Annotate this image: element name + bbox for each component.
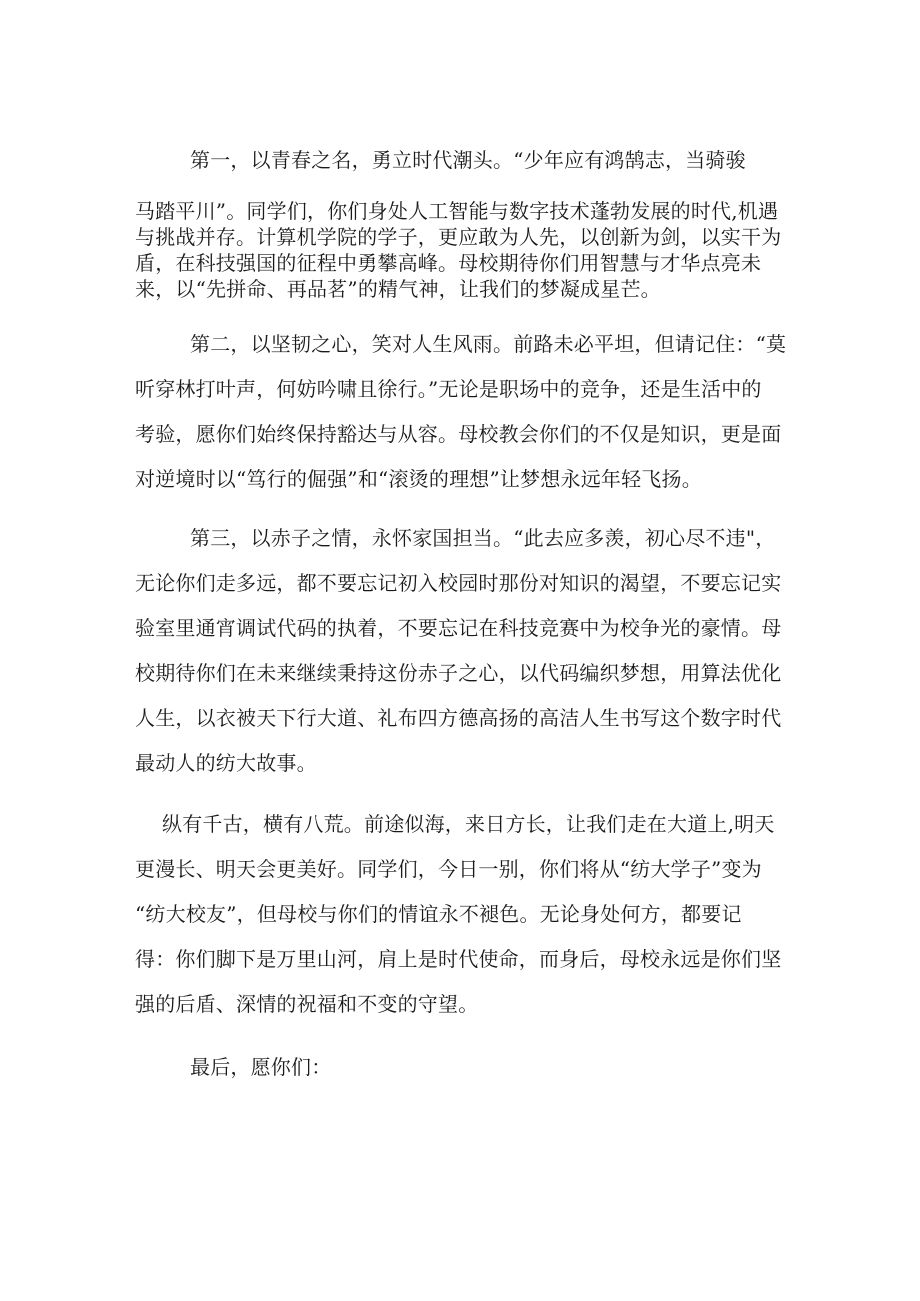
paragraph-2-line-1: 第二，以坚韧之心，笑对人生风雨。前路未必平坦，但请记住：“莫 (190, 332, 787, 356)
paragraph-3-line-3: 验室里通宵调试代码的执着，不要忘记在科技竞赛中为校争光的豪情。母 (135, 616, 782, 640)
paragraph-4-line-4: 得：你们脚下是万里山河，肩上是时代使命，而身后，母校永远是你们坚 (135, 947, 782, 971)
paragraph-1-line-2: 马踏平川”。同学们，你们身处人工智能与数字技术蓬勃发展的时代,机遇 (135, 199, 779, 223)
paragraph-5-line-1: 最后，愿你们： (190, 1055, 332, 1079)
paragraph-3-line-2: 无论你们走多远，都不要忘记初入校园时那份对知识的渴望，不要忘记实 (135, 571, 782, 595)
paragraph-3-line-6: 最动人的纺大故事。 (135, 751, 317, 775)
paragraph-2-line-3: 考验，愿你们始终保持豁达与从容。母校教会你们的不仅是知识，更是面 (135, 422, 782, 446)
paragraph-4-line-3: “纺大校友”，但母校与你们的情谊永不褪色。无论身处何方，都要记 (135, 902, 742, 926)
paragraph-1-line-5: 来，以“先拼命、再品茗”的精气神，让我们的梦凝成星芒。 (135, 277, 661, 301)
paragraph-2-line-4: 对逆境时以“笃行的倔强”和“滚烫的理想”让梦想永远年轻飞扬。 (135, 467, 702, 491)
paragraph-1-line-3: 与挑战并存。计算机学院的学子，更应敢为人先，以创新为剑，以实干为 (135, 225, 782, 249)
paragraph-3-line-5: 人生，以衣被天下行大道、礼布四方德高扬的高洁人生书写这个数字时代 (135, 706, 782, 730)
paragraph-4-line-2: 更漫长、明天会更美好。同学们，今日一别，你们将从“纺大学子”变为 (135, 857, 762, 881)
paragraph-4-line-5: 强的后盾、深情的祝福和不变的守望。 (135, 992, 479, 1016)
paragraph-3-line-4: 校期待你们在未来继续秉持这份赤子之心，以代码编织梦想，用算法优化 (135, 661, 782, 685)
paragraph-1-line-1: 第一，以青春之名，勇立时代潮头。“少年应有鸿鹄志，当骑骏 (190, 148, 746, 172)
paragraph-4-line-1: 纵有千古，横有八荒。前途似海，来日方长，让我们走在大道上,明天 (162, 812, 775, 836)
paragraph-2-line-2: 听穿林打叶声，何妨吟啸且徐行。”无论是职场中的竞争，还是生活中的 (135, 377, 762, 401)
paragraph-1-line-4: 盾，在科技强国的征程中勇攀高峰。母校期待你们用智慧与才华点亮未 (135, 251, 762, 275)
paragraph-3-line-1: 第三，以赤子之情，永怀家国担当。“此去应多羡，初心尽不违"， (190, 526, 776, 550)
